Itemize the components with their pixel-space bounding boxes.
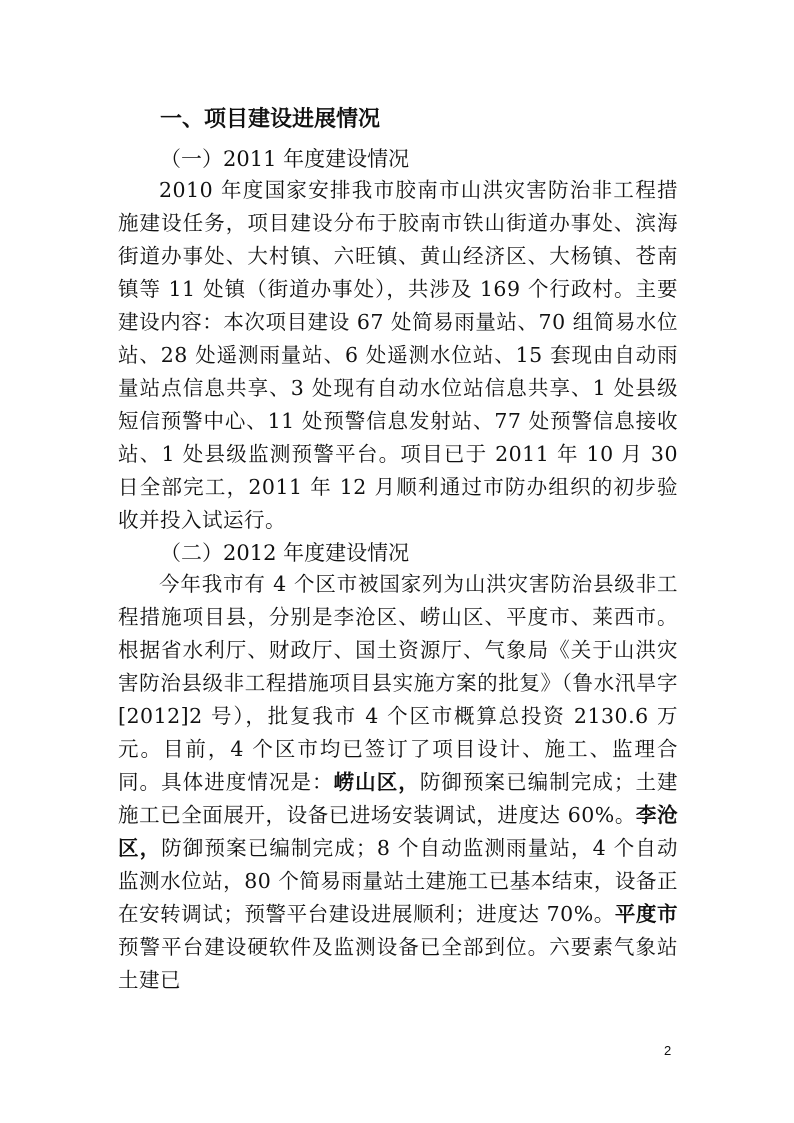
paragraph-2012-text [118,568,678,997]
licang-text: 防御预案已编制完成；8 个自动监测雨量站，4 个自动监测水位站，80 个简易雨量站土建施工已基本结束，设备正在安转调试；预警平台建设进展顺利；进度达 70%。 [118,836,679,926]
pingdu-text: 预警平台建设硬软件及监测设备已全部到位。六要素气象站土建已 [118,935,678,992]
laoshan-text: 防御预案已编制完成；土建施工已全面展开，设备已进场安装调试，进度达 60%。 [118,770,679,827]
page-number: 2 [664,1043,672,1058]
intro-text: 今年我市有 4 个区市被国家列为山洪灾害防治县级非工程措施项目县，分别是李沧区、崂山区、平度市、莱西市。根据省水利厅、财政厅、国土资源厅、气象局《关于山洪灾害防治县级非工程措施项目县实施方案的批复》（鲁水汛旱字[2012]2 号），批复我市 4 个区市概算总投资 2130.6 万元。目前，4 个区市均已签订了项目设计、施工、监理合同。具体进度情况是： [118,572,678,794]
subsection-title-2012: （二）2012 年度建设情况 [160,541,410,565]
paragraph-2011 [118,174,678,537]
section-heading: 一、项目建设进展情况 [160,107,381,132]
laoshan-label: 崂山区， [333,770,420,794]
subsection-title-2011: （一）2011 年度建设情况 [160,147,410,171]
pingdu-label: 平度市 [614,902,678,926]
paragraph-2012 [118,568,678,997]
paragraph-2011-text: 2010 年度国家安排我市胶南市山洪灾害防治非工程措施建设任务，项目建设分布于胶南市铁山街道办事处、滨海街道办事处、大村镇、六旺镇、黄山经济区、大杨镇、苍南镇等 11 处镇（街道办事处），共涉及 169 个行政村。主要建设内容：本次项目建设 67 处简易雨量站、70 组简易水位站、28 处遥测雨量站、6 处遥测水位站、15 套现由自动雨量站点信息共享、3 处现有自动水位站信息共享、1 处县级短信预警中心、11 处预警信息发射站、77 处预警信息接收站、1 处县级监测预警平台。项目已于 2011 年 10 月 30 日全部完工，2011 年 12 月顺利通过市防办组织的初步验收并投入试运行。 [118,178,678,532]
licang-label: 李沧区， [118,803,678,860]
